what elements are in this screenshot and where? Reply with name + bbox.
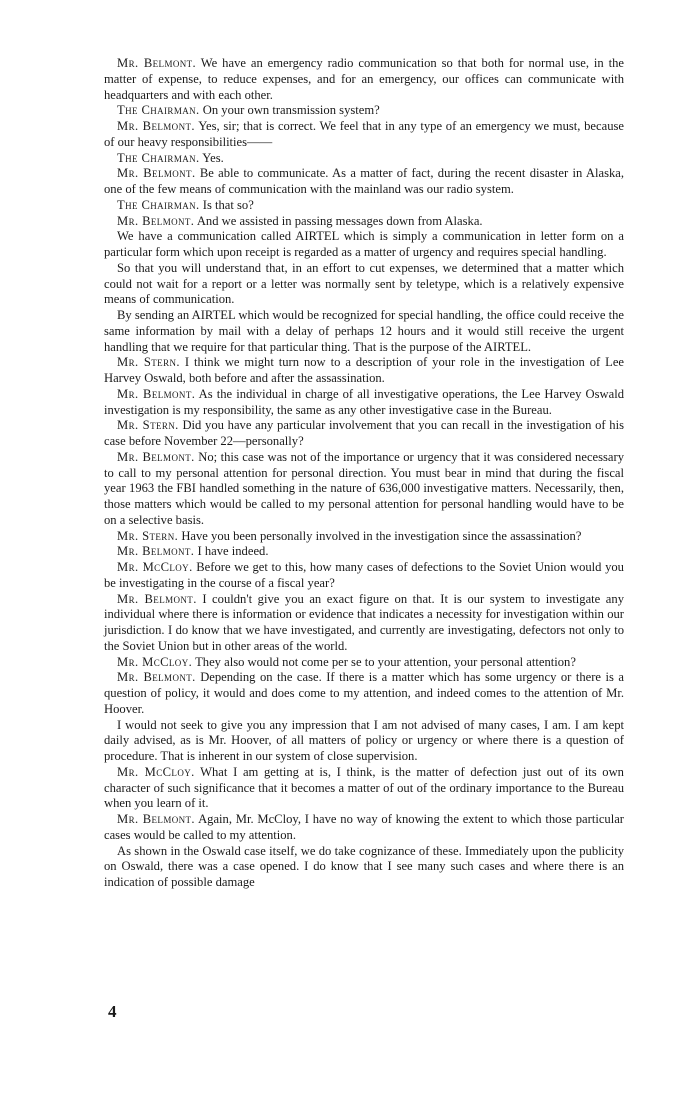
speaker-name: Mr. Belmont.	[117, 449, 195, 464]
speaker-name: Mr. McCloy.	[117, 654, 193, 669]
paragraph-text: As the individual in charge of all investigative operations, the Lee Harvey Oswald investigation is my responsibility, the same as any other investigative case in the Bureau.	[104, 386, 624, 417]
paragraph	[104, 151, 624, 167]
paragraph	[104, 670, 624, 717]
speaker-name: Mr. Belmont.	[117, 166, 196, 181]
paragraph	[104, 529, 624, 545]
paragraph-text: And we assisted in passing messages down from Alaska.	[196, 213, 483, 228]
paragraph	[104, 765, 624, 812]
speaker-name: Mr. Belmont.	[117, 812, 195, 826]
paragraph	[104, 355, 624, 387]
paragraph	[104, 560, 624, 592]
speaker-name: Mr. Belmont.	[117, 56, 197, 70]
paragraph-text: Before we get to this, how many cases of defections to the Soviet Union would you be investigating in the course of a fiscal year?	[104, 560, 624, 590]
paragraph	[104, 261, 624, 308]
speaker-name: Mr. Belmont.	[117, 670, 196, 685]
paragraph-text: On your own transmission system?	[202, 103, 380, 118]
paragraph	[104, 56, 624, 103]
paragraph-text: Be able to communicate. As a matter of fact, during the recent disaster in Alaska, one of the few means of communication with the mainland was our radio system.	[104, 166, 625, 196]
paragraph	[104, 718, 624, 765]
speaker-name: Mr. Stern.	[117, 418, 179, 433]
paragraph	[104, 308, 624, 355]
speaker-name: Mr. Stern.	[117, 528, 179, 543]
paragraph	[104, 229, 624, 261]
paragraph-text: They also would not come per se to your attention, your personal attention?	[195, 654, 576, 669]
paragraph-text: Have you been personally involved in the investigation since the assassination?	[181, 528, 582, 543]
paragraph-text: Again, Mr. McCloy, I have no way of knowing the extent to which those particular cases would be called to my attention.	[104, 812, 624, 842]
paragraph-text: So that you will understand that, in an effort to cut expenses, we determined that a matter which could not wait for a report or a letter was normally sent by teletype, which is a relatively expensive means of communication.	[104, 260, 624, 307]
paragraph-text: Depending on the case. If there is a matter which has some urgency or there is a question of policy, it would and does come to my attention, and indeed comes to the attention of Mr. Hoover.	[104, 670, 624, 716]
paragraph	[104, 844, 624, 891]
paragraph-text: As shown in the Oswald case itself, we do take cognizance of these. Immediately upon the publicity on Oswald, there was a case opened. I do know that I see many such cases and where there is an indication of possible damage	[104, 843, 624, 889]
paragraph	[104, 450, 624, 529]
paragraph	[104, 214, 624, 230]
page-number: 4	[108, 1002, 117, 1021]
paragraph	[104, 387, 624, 419]
paragraph-text: Did you have any particular involvement that you can recall in the investigation of his case before November 22—personally?	[104, 418, 624, 448]
paragraph-text: I have indeed.	[197, 544, 269, 559]
speaker-name: The Chairman.	[117, 103, 200, 118]
speaker-name: The Chairman.	[117, 197, 200, 212]
speaker-name: Mr. Belmont.	[117, 544, 195, 559]
paragraph-text: I think we might turn now to a description of your role in the investigation of Lee Harvey Oswald, both before and after the assassination.	[104, 355, 624, 385]
paragraph-text: We have an emergency radio communication so that both for normal use, in the matter of expense, to reduce expenses, and for an emergency, our offices can communicate with headquarters and with each other.	[104, 56, 624, 102]
speaker-name: Mr. Belmont.	[117, 386, 196, 401]
paragraph	[104, 166, 624, 198]
speaker-name: Mr. McCloy.	[117, 560, 193, 574]
paragraph-text: We have a communication called AIRTEL which is simply a communication in letter form on a particular form which upon receipt is regarded as a matter of urgency and requires special handling.	[104, 229, 624, 259]
speaker-name: Mr. McCloy.	[117, 764, 195, 779]
speaker-name: The Chairman.	[117, 150, 200, 165]
paragraph	[104, 812, 624, 844]
paragraph	[104, 198, 624, 214]
paragraph-text: No; this case was not of the importance or urgency that it was considered necessary to call to my personal attention for personal direction. You must bear in mind that during the fiscal year 1963 the FBI handled something in the nature of 636,000 investigative matters. Necessarily, then, those matters which would be called to my personal attention for personal handling would have to be on a selective basis.	[104, 449, 625, 527]
paragraph-text: Yes, sir; that is correct. We feel that in any type of an emergency we must, because of our heavy responsibilities——	[104, 119, 624, 149]
paragraph	[104, 592, 624, 655]
speaker-name: Mr. Belmont.	[117, 591, 197, 606]
paragraph-text: I couldn't give you an exact figure on that. It is our system to investigate any individual where there is information or evidence that indicates a necessity for investigation within our jurisdiction. I do know that we have investigated, and currently are investigating, defectors not only to the Soviet Union but in other areas of the world.	[104, 591, 624, 653]
speaker-name: Mr. Belmont.	[117, 119, 195, 133]
transcript-body	[104, 56, 624, 891]
paragraph-text: Yes.	[202, 150, 224, 165]
paragraph	[104, 655, 624, 671]
paragraph	[104, 418, 624, 450]
speaker-name: Mr. Belmont.	[117, 213, 195, 228]
paragraph-text: I would not seek to give you any impression that I am not advised of many cases, I am. I am kept daily advised, as is Mr. Hoover, of all matters of policy or urgency or where there is a question of procedure. That is inherent in our system of close supervision.	[104, 717, 624, 763]
paragraph	[104, 103, 624, 119]
paragraph	[104, 119, 624, 151]
paragraph-text: Is that so?	[202, 197, 254, 212]
paragraph-text: What I am getting at is, I think, is the matter of defection just out of its own character of such significance that it becomes a matter of out of the ordinary importance to the Bureau when you learn of it.	[104, 764, 624, 811]
speaker-name: Mr. Stern.	[117, 355, 180, 370]
paragraph-text: By sending an AIRTEL which would be recognized for special handling, the office could receive the same information by mail with a delay of perhaps 12 hours and it would still receive the urgent handling that we require for that particular thing. That is the purpose of the AIRTEL.	[104, 308, 624, 354]
paragraph	[104, 544, 624, 560]
